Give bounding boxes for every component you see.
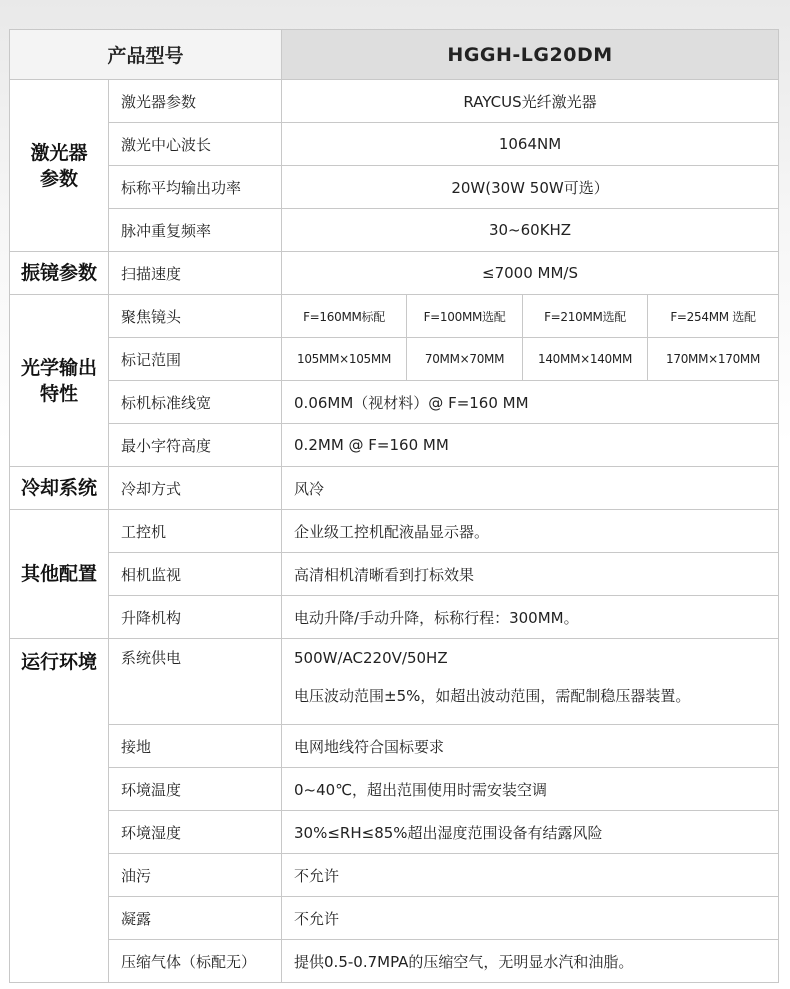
spec-table-container (9, 29, 778, 978)
param-name: 压缩气体（标配无） (109, 940, 282, 983)
table-row (10, 338, 779, 381)
table-row (10, 80, 779, 123)
table-row (10, 510, 779, 553)
param-name: 油污 (109, 854, 282, 897)
lens-option: F=100MM选配 (407, 295, 523, 338)
table-row (10, 424, 779, 467)
param-name: 标称平均输出功率 (109, 166, 282, 209)
table-row (10, 854, 779, 897)
param-name: 升降机构 (109, 596, 282, 639)
param-name: 环境温度 (109, 768, 282, 811)
table-row (10, 553, 779, 596)
param-name: 脉冲重复频率 (109, 209, 282, 252)
power-spec: 500W/AC220V/50HZ (294, 649, 448, 667)
model-label: 产品型号 (10, 30, 282, 80)
range-option: 70MM×70MM (407, 338, 523, 381)
param-name: 相机监视 (109, 553, 282, 596)
param-value: 提供0.5-0.7MPA的压缩空气，无明显水汽和油脂。 (282, 940, 779, 983)
range-option: 105MM×105MM (282, 338, 407, 381)
param-name: 激光器参数 (109, 80, 282, 123)
power-tolerance: 电压波动范围±5%，如超出波动范围，需配制稳压器装置。 (294, 687, 691, 705)
category-other: 其他配置 (10, 510, 109, 639)
param-value: 不允许 (282, 897, 779, 940)
model-value: HGGH-LG20DM (282, 30, 779, 80)
lens-option: F=254MM 选配 (648, 295, 779, 338)
param-value: 0.2MM @ F=160 MM (282, 424, 779, 467)
table-row (10, 596, 779, 639)
table-row (10, 252, 779, 295)
param-value: 企业级工控机配液晶显示器。 (282, 510, 779, 553)
range-option: 170MM×170MM (648, 338, 779, 381)
spec-table (9, 29, 779, 983)
table-row (10, 768, 779, 811)
param-value: 0.06MM（视材料）@ F=160 MM (282, 381, 779, 424)
param-name: 标机标准线宽 (109, 381, 282, 424)
category-galvo: 振镜参数 (10, 252, 109, 295)
param-name: 接地 (109, 725, 282, 768)
table-row (10, 725, 779, 768)
param-value: 电网地线符合国标要求 (282, 725, 779, 768)
param-value: 0~40℃，超出范围使用时需安装空调 (282, 768, 779, 811)
param-name: 最小字符高度 (109, 424, 282, 467)
param-name: 系统供电 (109, 639, 282, 725)
range-option: 140MM×140MM (523, 338, 648, 381)
category-environment: 运行环境 (10, 639, 109, 983)
table-row (10, 295, 779, 338)
param-name: 凝露 (109, 897, 282, 940)
param-name: 标记范围 (109, 338, 282, 381)
table-row (10, 639, 779, 725)
category-cooling: 冷却系统 (10, 467, 109, 510)
param-name: 冷却方式 (109, 467, 282, 510)
param-value: 电动升降/手动升降，标称行程：300MM。 (282, 596, 779, 639)
table-row (10, 381, 779, 424)
param-value: RAYCUS光纤激光器 (282, 80, 779, 123)
param-value: 不允许 (282, 854, 779, 897)
category-laser: 激光器参数 (10, 80, 109, 252)
param-value: 30~60KHZ (282, 209, 779, 252)
table-row (10, 166, 779, 209)
param-name: 激光中心波长 (109, 123, 282, 166)
table-row (10, 209, 779, 252)
param-value: 风冷 (282, 467, 779, 510)
param-name: 聚焦镜头 (109, 295, 282, 338)
table-row (10, 467, 779, 510)
param-name: 环境湿度 (109, 811, 282, 854)
param-value: 高清相机清晰看到打标效果 (282, 553, 779, 596)
param-value (282, 639, 779, 725)
table-row (10, 897, 779, 940)
lens-option: F=160MM标配 (282, 295, 407, 338)
header-row (10, 30, 779, 80)
table-row (10, 940, 779, 983)
lens-option: F=210MM选配 (523, 295, 648, 338)
table-row (10, 123, 779, 166)
param-value: 20W(30W 50W可选） (282, 166, 779, 209)
param-value: 1064NM (282, 123, 779, 166)
param-name: 工控机 (109, 510, 282, 553)
param-name: 扫描速度 (109, 252, 282, 295)
param-value: 30%≤RH≤85%超出湿度范围设备有结露风险 (282, 811, 779, 854)
category-optics: 光学输出特性 (10, 295, 109, 467)
table-row (10, 811, 779, 854)
param-value: ≤7000 MM/S (282, 252, 779, 295)
